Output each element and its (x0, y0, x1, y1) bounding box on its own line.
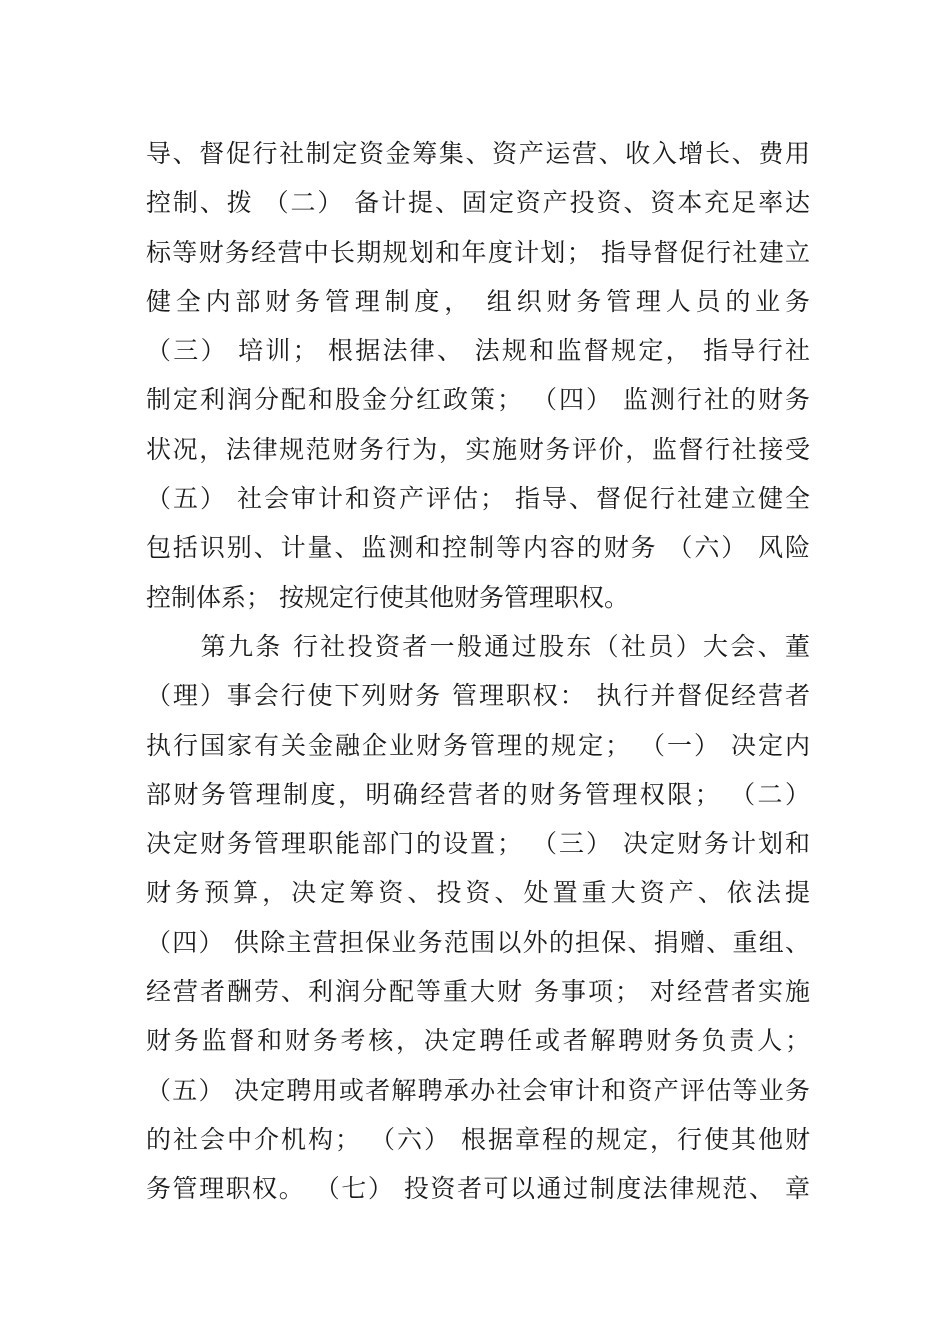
text-line: 经营者酬劳、利润分配等重大财 务事项； 对经营者实施 (146, 977, 810, 1007)
text-line: 部财务管理制度，明确经营者的财务管理权限； （二） (146, 779, 810, 809)
text-line: 的社会中介机构； （六） 根据章程的规定，行使其他财 (146, 1124, 810, 1154)
text-line: 控制体系； 按规定行使其他财务管理职权。 (146, 582, 629, 612)
text-line: （理）事会行使下列财务 管理职权： 执行并督促经营者 (146, 681, 810, 711)
text-line: 财务监督和财务考核，决定聘任或者解聘财务负责人； (146, 1026, 810, 1056)
text-line: 务管理职权。 （七） 投资者可以通过制度法律规范、 章 (146, 1174, 810, 1204)
text-line: 健全内部财务管理制度， 组织财务管理人员的业务 (146, 286, 810, 316)
text-line: 控制、拨 （二） 备计提、固定资产投资、资本充足率达 (146, 188, 810, 218)
text-line: （五） 社会审计和资产评估； 指导、督促行社建立健全 (146, 484, 810, 514)
text-line: 包括识别、计量、监测和控制等内容的财务 （六） 风险 (146, 533, 810, 563)
text-line: 财务预算，决定筹资、投资、处置重大资产、依法提 (146, 878, 810, 908)
body-text (146, 129, 810, 1214)
text-line: 第九条 行社投资者一般通过股东（社员）大会、董 (146, 631, 810, 661)
text-line: 执行国家有关金融企业财务管理的规定； （一） 决定内 (146, 730, 810, 760)
text-line: 状况，法律规范财务行为，实施财务评价，监督行社接受 (146, 434, 810, 464)
text-line: 制定利润分配和股金分红政策； （四） 监测行社的财务 (146, 385, 810, 415)
text-line: 导、督促行社制定资金筹集、资产运营、收入增长、费用 (146, 139, 810, 168)
text-line: （三） 培训； 根据法律、 法规和监督规定， 指导行社 (146, 336, 810, 366)
text-line: 标等财务经营中长期规划和年度计划； 指导督促行社建立 (146, 237, 810, 267)
text-line: 决定财务管理职能部门的设置； （三） 决定财务计划和 (146, 829, 810, 859)
text-line: （五） 决定聘用或者解聘承办社会审计和资产评估等业务 (146, 1075, 810, 1105)
text-line: （四） 供除主营担保业务范围以外的担保、捐赠、重组、 (146, 927, 810, 957)
